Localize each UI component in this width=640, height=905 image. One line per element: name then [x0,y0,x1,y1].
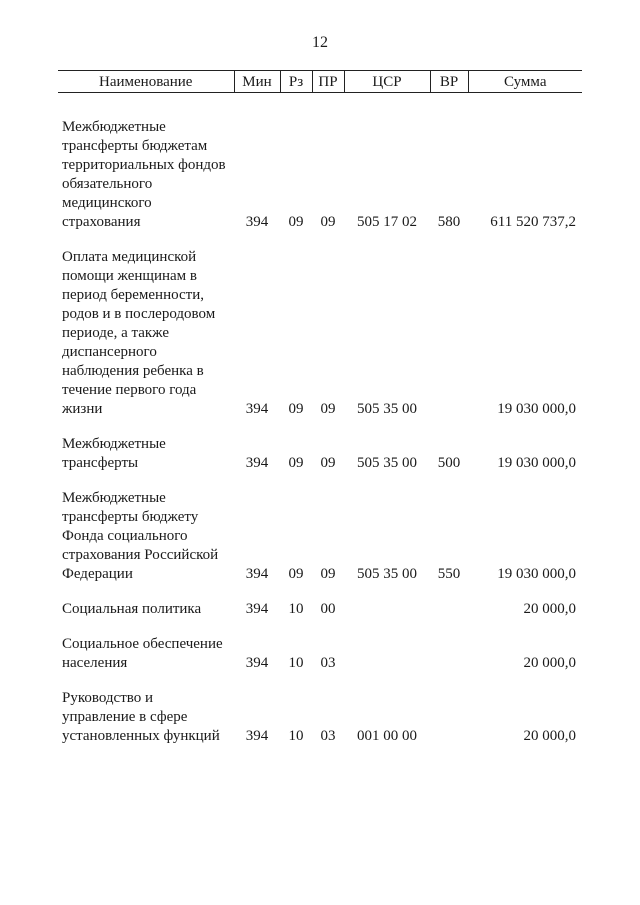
table-row [58,600,582,619]
cell-rz: 10 [288,655,304,671]
cell-sum: 20 000,0 [523,601,576,617]
header-min: Мин [234,71,280,93]
cell-csr: 505 17 02 [357,214,417,230]
cell-rz: 09 [288,214,304,230]
cell-csr: 505 35 00 [357,401,417,417]
header-sum: Сумма [468,71,582,93]
cell-pr: 03 [320,655,336,671]
header-csr: ЦСР [344,71,430,93]
cell-name [58,118,234,232]
cell-csr [344,600,430,619]
table-row [58,248,582,419]
cell-name-line: населения [62,655,128,671]
cell-min: 394 [245,401,269,417]
cell-name [58,689,234,746]
cell-name-line: Руководство и [62,690,154,706]
cell-name-line: Оплата медицинской [62,249,197,265]
cell-sum: 611 520 737,2 [490,214,576,230]
cell-pr: 09 [320,214,336,230]
table-row [58,489,582,584]
cell-pr: 03 [320,728,336,744]
budget-table [58,70,582,746]
cell-sum: 20 000,0 [523,655,576,671]
cell-min: 394 [245,214,269,230]
table-row [58,118,582,232]
cell-sum: 20 000,0 [523,728,576,744]
cell-vr [430,248,468,419]
cell-vr: 550 [437,566,461,582]
cell-pr: 00 [320,601,336,617]
cell-name [58,248,234,419]
row-spacer-cell [58,93,582,119]
cell-vr [430,600,468,619]
cell-name-line: установленных функций [62,728,220,744]
header-pr: ПР [312,71,344,93]
cell-csr: 505 35 00 [357,566,417,582]
cell-name-line: страхования Российской [62,547,219,563]
cell-name-line: управление в сфере [62,709,188,725]
cell-name-line: родов и в послеродовом [62,306,216,322]
cell-rz: 09 [288,455,304,471]
row-spacer [58,419,582,435]
cell-name-line: медицинского [62,195,152,211]
header-name: Наименование [58,71,234,93]
cell-name-line: течение первого года [62,382,197,398]
cell-name-line: трансферты [62,455,139,471]
cell-name-line: страхования [62,214,141,230]
cell-name [58,635,234,673]
table-row [58,689,582,746]
row-spacer [58,232,582,248]
row-spacer [58,473,582,489]
cell-pr: 09 [320,401,336,417]
cell-min: 394 [245,566,269,582]
cell-sum: 19 030 000,0 [497,401,576,417]
cell-rz: 09 [288,566,304,582]
cell-vr: 500 [437,455,461,471]
cell-min: 394 [245,728,269,744]
cell-vr: 580 [437,214,461,230]
cell-vr [430,635,468,673]
row-spacer [58,673,582,689]
header-rz: Рз [280,71,312,93]
cell-name-line: Федерации [62,566,133,582]
cell-name-line: Межбюджетные [62,436,166,452]
cell-name-line: жизни [62,401,103,417]
cell-vr [430,689,468,746]
cell-name-line: Фонда социального [62,528,188,544]
table-row [58,435,582,473]
cell-name [58,435,234,473]
cell-name-line: периоде, а также [62,325,169,341]
row-spacer [58,93,582,119]
row-spacer-cell [58,419,582,435]
table-header-row [58,71,582,93]
row-spacer-cell [58,232,582,248]
cell-rz: 10 [288,601,304,617]
table-body [58,93,582,747]
row-spacer [58,584,582,600]
row-spacer [58,619,582,635]
table-row [58,635,582,673]
cell-rz: 09 [288,401,304,417]
cell-name-line: обязательного [62,176,153,192]
header-vr: ВР [430,71,468,93]
cell-csr: 001 00 00 [357,728,417,744]
cell-min: 394 [245,455,269,471]
cell-sum: 19 030 000,0 [497,455,576,471]
cell-name-line: трансферты бюджетам [62,138,208,154]
cell-name-line: наблюдения ребенка в [62,363,204,379]
cell-name [58,489,234,584]
cell-rz: 10 [288,728,304,744]
row-spacer-cell [58,473,582,489]
row-spacer-cell [58,584,582,600]
cell-csr: 505 35 00 [357,455,417,471]
row-spacer-cell [58,673,582,689]
cell-name-line: Социальное обеспечение [62,636,223,652]
cell-name-line: территориальных фондов [62,157,226,173]
row-spacer-cell [58,619,582,635]
cell-name-line: диспансерного [62,344,157,360]
cell-name-line: трансферты бюджету [62,509,199,525]
cell-min: 394 [245,655,269,671]
cell-name-line: Социальная политика [62,601,202,617]
cell-sum: 19 030 000,0 [497,566,576,582]
cell-name-line: период беременности, [62,287,204,303]
cell-name-line: помощи женщинам в [62,268,197,284]
cell-min: 394 [245,601,269,617]
cell-pr: 09 [320,455,336,471]
cell-csr [344,635,430,673]
cell-name [58,600,234,619]
page-number: 12 [312,34,328,51]
cell-pr: 09 [320,566,336,582]
cell-name-line: Межбюджетные [62,490,166,506]
cell-name-line: Межбюджетные [62,119,166,135]
